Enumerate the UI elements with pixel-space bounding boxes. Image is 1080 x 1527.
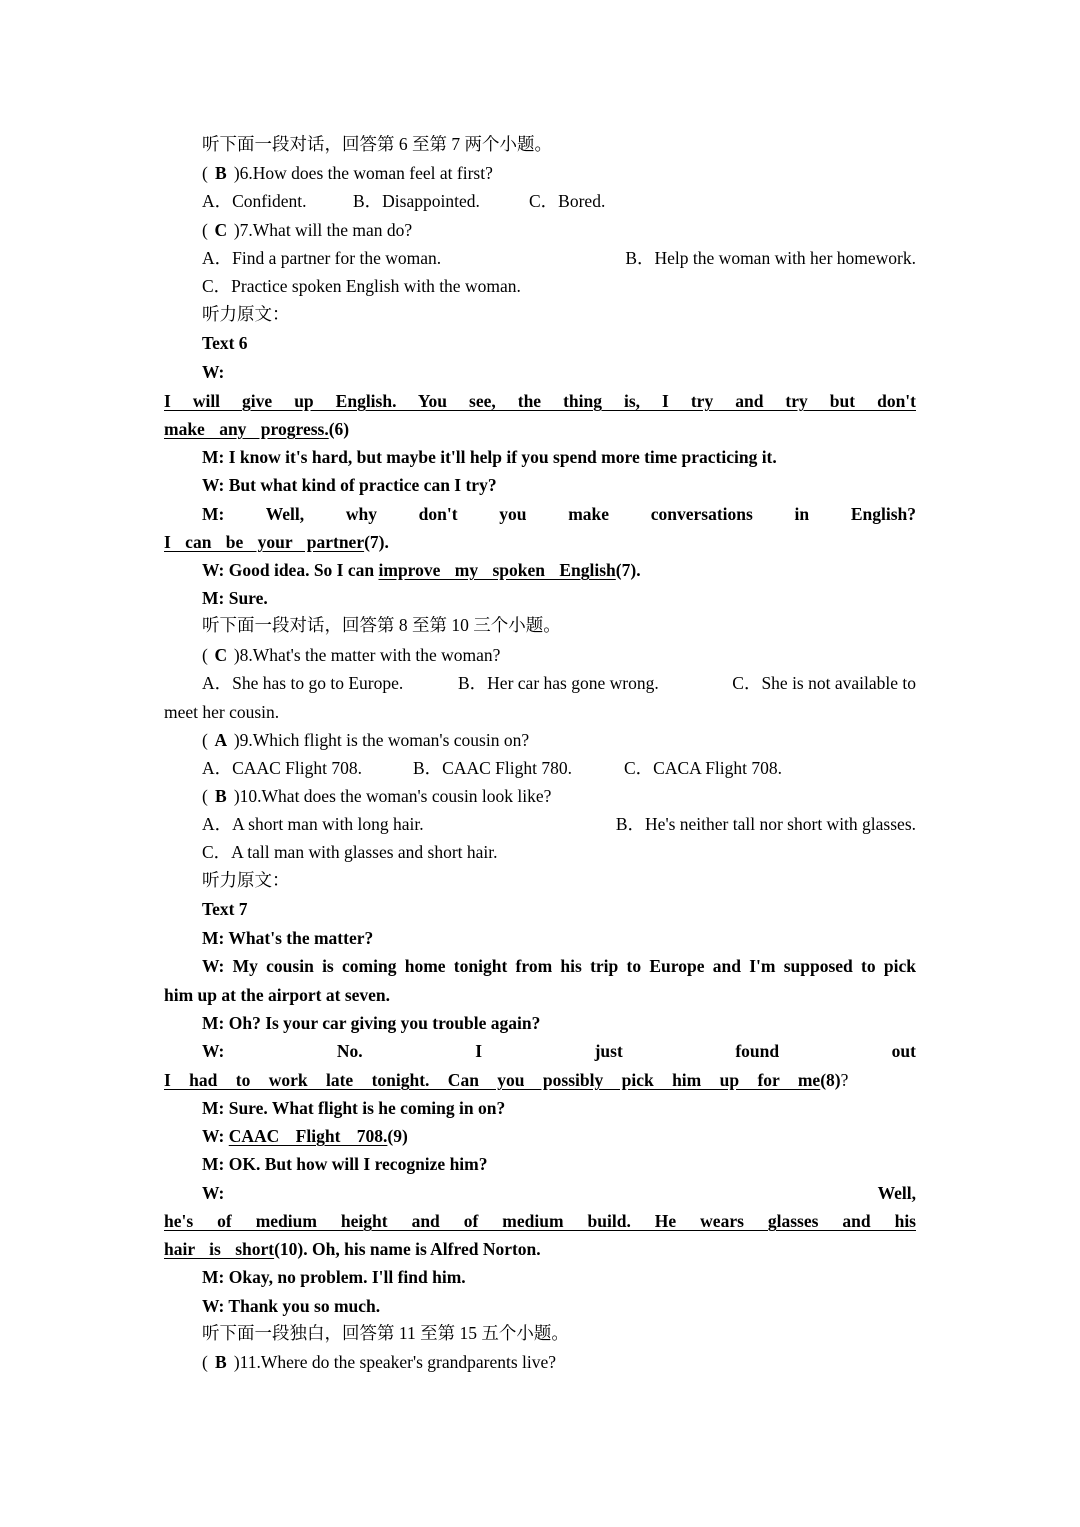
dialog-text: W: Good idea. So I can xyxy=(202,560,379,580)
speaker-label: W: xyxy=(202,362,225,382)
option-c: C．CACA Flight 708. xyxy=(624,758,783,778)
question-10-options xyxy=(202,813,916,835)
option-a: A．Find a partner for the woman. xyxy=(202,248,442,268)
underlined-answer: I can be your partner xyxy=(164,532,365,552)
dialog-line: M: Okay, no problem. I'll find him. xyxy=(202,1267,466,1287)
section-instruction: 听下面一段独白，回答第 11 至第 15 五个小题。 xyxy=(202,1323,569,1343)
option-continuation: meet her cousin. xyxy=(164,702,280,722)
dialog-text: Well, xyxy=(877,1183,916,1203)
dialog-line xyxy=(164,1069,916,1091)
question-11: ( B )11.Where do the speaker's grandparents live? xyxy=(202,1352,557,1372)
option-b: B．Her car has gone wrong. xyxy=(458,673,659,693)
question-10-text: )10.What does the woman's cousin look like? xyxy=(233,786,552,806)
dialog-line xyxy=(202,559,916,581)
dialog-line xyxy=(202,1182,916,1204)
question-9-options xyxy=(202,757,916,779)
dialog-line: W: No. I just found out xyxy=(202,1041,916,1061)
question-11-text: )11.Where do the speaker's grandparents live? xyxy=(233,1352,557,1372)
text-label: Text 7 xyxy=(202,899,248,919)
answer-marker: (8) xyxy=(820,1070,841,1090)
underlined-answer: CAAC Flight 708. xyxy=(228,1126,388,1146)
answer-8: C xyxy=(214,645,228,665)
option-a: A．CAAC Flight 708. xyxy=(202,758,362,778)
question-6-text: )6.How does the woman feel at first? xyxy=(233,163,493,183)
speaker-label: W: xyxy=(202,1183,225,1203)
answer-marker: (6) xyxy=(328,419,350,439)
dialog-line: M: What's the matter? xyxy=(202,928,374,948)
question-mark: ? xyxy=(840,1070,849,1090)
text-label: Text 6 xyxy=(202,333,248,353)
dialog-text: (10). Oh, his name is Alfred Norton. xyxy=(274,1239,541,1259)
dialog-text: W: xyxy=(202,1126,229,1146)
answer-9: A xyxy=(214,730,228,750)
option-c: C．A tall man with glasses and short hair. xyxy=(202,842,498,862)
question-10: ( B )10.What does the woman's cousin look like? xyxy=(202,786,552,806)
question-6: ( B )6.How does the woman feel at first? xyxy=(202,163,493,183)
underlined-answer: I had to work late tonight. Can you possibly pick him up for me xyxy=(164,1070,821,1090)
transcript-label: 听力原文： xyxy=(202,870,290,890)
underlined-answer: make any progress. xyxy=(164,419,329,439)
dialog-line: M: Well, why don't you make conversations in English? xyxy=(202,504,916,524)
dialog-line xyxy=(164,418,916,440)
dialog-line: W: But what kind of practice can I try? xyxy=(202,475,497,495)
answer-11: B xyxy=(214,1352,227,1372)
question-8: ( C )8.What's the matter with the woman? xyxy=(202,645,501,665)
answer-7: C xyxy=(214,220,228,240)
section-instruction: 听下面一段对话，回答第 8 至第 10 三个小题。 xyxy=(202,615,561,635)
dialog-line: M: Sure. What flight is he coming in on? xyxy=(202,1098,506,1118)
option-a: A．A short man with long hair. xyxy=(202,814,424,834)
dialog-line: M: Oh? Is your car giving you trouble again? xyxy=(202,1013,541,1033)
dialog-line xyxy=(164,531,916,553)
question-7: ( C )7.What will the man do? xyxy=(202,220,413,240)
option-a: A．Confident. xyxy=(202,191,307,211)
question-9-text: )9.Which flight is the woman's cousin on? xyxy=(233,730,530,750)
option-b: B．CAAC Flight 780. xyxy=(413,758,572,778)
dialog-line: him up at the airport at seven. xyxy=(164,985,391,1005)
option-b: B．Help the woman with her homework. xyxy=(625,248,916,268)
option-b: B．He's neither tall nor short with glasses. xyxy=(615,814,916,834)
option-c: C．She is not available to xyxy=(732,673,916,693)
dialog-line: M: OK. But how will I recognize him? xyxy=(202,1154,488,1174)
option-c: C．Bored. xyxy=(529,191,606,211)
option-a: A．She has to go to Europe. xyxy=(202,673,404,693)
underlined-answer: improve my spoken English xyxy=(378,560,616,580)
dialog-line: M: I know it's hard, but maybe it'll help if you spend more time practicing it. xyxy=(202,447,777,467)
answer-marker: (7). xyxy=(364,532,389,552)
question-9: ( A )9.Which flight is the woman's cousin on? xyxy=(202,730,530,750)
dialog-line: M: Sure. xyxy=(202,588,268,608)
answer-10: B xyxy=(214,786,227,806)
dialog-line xyxy=(202,1125,916,1147)
answer-6: B xyxy=(214,163,227,183)
question-8-options xyxy=(202,672,916,694)
question-7-text: )7.What will the man do? xyxy=(233,220,413,240)
answer-marker: (7). xyxy=(615,560,641,580)
section-instruction: 听下面一段对话，回答第 6 至第 7 两个小题。 xyxy=(202,134,552,154)
underlined-answer: hair is short xyxy=(164,1239,275,1259)
dialog-line: he's of medium height and of medium build. He wears glasses and his xyxy=(164,1211,916,1231)
option-b: B．Disappointed. xyxy=(353,191,480,211)
question-6-options xyxy=(202,190,916,212)
dialog-line: I will give up English. You see, the thing is, I try and try but don't xyxy=(164,391,916,411)
dialog-line: W: Thank you so much. xyxy=(202,1296,381,1316)
option-c: C．Practice spoken English with the woman. xyxy=(202,276,521,296)
dialog-line: W: My cousin is coming home tonight from his trip to Europe and I'm supposed to pick xyxy=(202,956,916,976)
question-8-text: )8.What's the matter with the woman? xyxy=(233,645,501,665)
answer-marker: (9) xyxy=(387,1126,408,1146)
transcript-label: 听力原文： xyxy=(202,304,290,324)
dialog-line xyxy=(164,1238,916,1260)
question-7-options xyxy=(202,247,916,269)
